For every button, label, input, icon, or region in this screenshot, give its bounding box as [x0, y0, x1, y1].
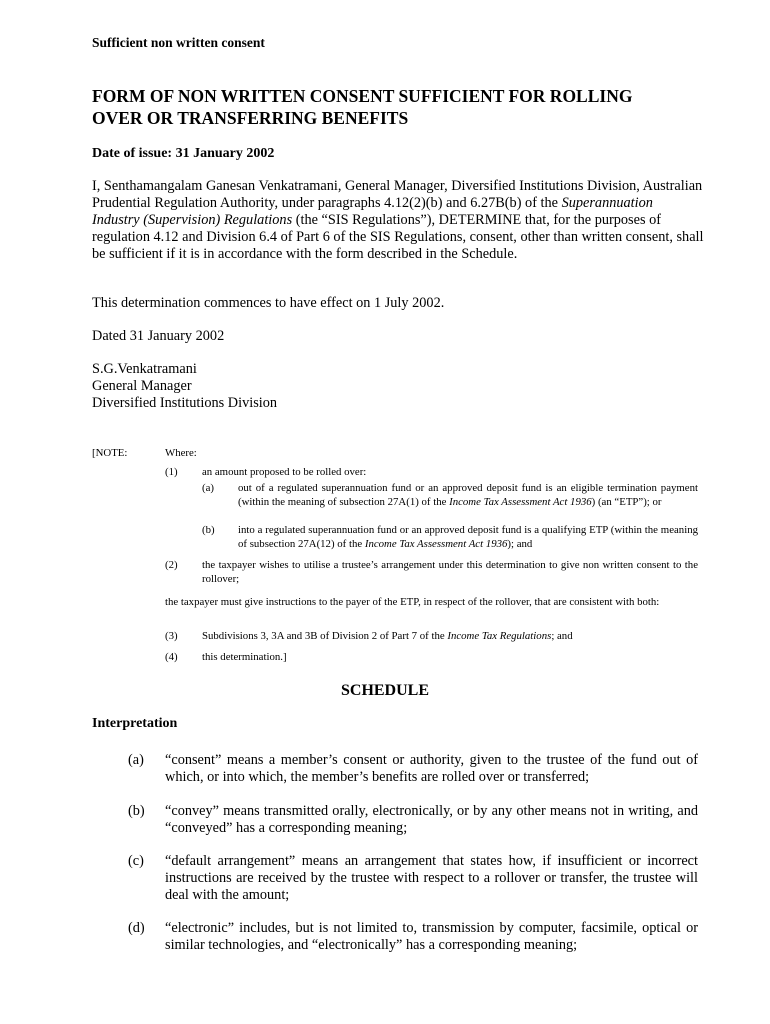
definition-consent: “consent” means a member’s consent or authority, given to the trustee of the fund out of which, or into which, the member’s benefits are rolled over or transferred;	[165, 752, 698, 785]
note-item-4-text: this determination.]	[202, 651, 287, 663]
title-line-1: FORM OF NON WRITTEN CONSENT SUFFICIENT FOR ROLLING	[92, 86, 633, 106]
note-item-1a-text	[238, 481, 698, 509]
signatory-name: S.G.Venkatramani	[92, 361, 197, 377]
note-item-1b-text	[238, 523, 698, 551]
note-item-3-text-part1: Subdivisions 3, 3A and 3B of Division 2 of Part 7 of the	[202, 630, 448, 642]
dated-statement: Dated 31 January 2002	[92, 328, 225, 344]
signatory-block	[92, 361, 277, 412]
definition-convey: “convey” means transmitted orally, electronically, or by any other means not in writing, and “conveyed” has a corresponding meaning;	[165, 803, 698, 836]
note-where: Where:	[165, 447, 197, 459]
note-label: [NOTE:	[92, 447, 128, 459]
note-taxpayer-instructions: the taxpayer must give instructions to the payer of the ETP, in respect of the rollover, that are consistent with both:	[165, 596, 660, 608]
note-item-1b-text-part2: ); and	[507, 538, 533, 550]
note-item-1a-text-part2: ) (an “ETP”); or	[591, 496, 662, 508]
determination-text-2: (the “SIS Regulations”), DETERMINE that, for the purposes of regulation 4.12 and Division 6.4 of Part 6 of the SIS Regulations, consent, other than written consent, shall be sufficient if it is in accordance with the form described in the Schedule.	[92, 212, 704, 262]
title-line-2: OVER OR TRANSFERRING BENEFITS	[92, 108, 409, 128]
note-item-2-number: (2)	[165, 559, 178, 571]
date-of-issue: Date of issue: 31 January 2002	[92, 146, 275, 161]
note-item-2-text: the taxpayer wishes to utilise a trustee’s arrangement under this determination to give non written consent to the rollover;	[202, 559, 698, 585]
note-item-4-number: (4)	[165, 651, 178, 663]
signatory-division: Diversified Institutions Division	[92, 395, 278, 411]
note-item-1a-act-title: Income Tax Assessment Act 1936	[449, 496, 592, 508]
determination-text-1: I, Senthamangalam Ganesan Venkatramani, General Manager, Diversified Institutions Division, Australian Prudential Regulation Authority, under paragraphs 4.12(2)(b) and 6.27B(b) of the	[92, 178, 703, 211]
definition-label: (b)	[128, 803, 145, 819]
note-item-1b-label: (b)	[202, 524, 215, 536]
definition-label: (d)	[128, 920, 145, 936]
regulations-title: Superannuation Industry (Supervision) Regulations	[92, 195, 653, 228]
definition-label: (c)	[128, 853, 144, 869]
note-item-3-text-part2: ; and	[551, 630, 573, 642]
interpretation-heading: Interpretation	[92, 716, 178, 731]
definition-default-arrangement: “default arrangement” means an arrangement that states how, if insufficient or incorrect instructions are received by the trustee with respect to a rollover or transfer, the trustee will deal with the amount;	[165, 853, 698, 903]
note-item-1-text: an amount proposed to be rolled over:	[202, 466, 367, 478]
commencement-statement: This determination commences to have effect on 1 July 2002.	[92, 295, 445, 311]
running-header: Sufficient non written consent	[92, 35, 265, 50]
schedule-heading: SCHEDULE	[340, 682, 430, 699]
definition-electronic: “electronic” includes, but is not limited to, transmission by computer, facsimile, optical or similar technologies, and “electronically” has a corresponding meaning;	[165, 920, 698, 953]
note-item-3-text	[202, 629, 573, 643]
note-item-1b-text-part1: into a regulated superannuation fund or an approved deposit fund is a qualifying ETP (within the meaning of subsection 27A(12) of the	[238, 524, 698, 550]
note-item-3-regulations-title: Income Tax Regulations	[447, 630, 552, 642]
note-item-1a-label: (a)	[202, 482, 214, 494]
definition-label: (a)	[128, 752, 144, 768]
document-title	[92, 85, 732, 129]
signatory-position: General Manager	[92, 378, 192, 394]
note-item-3-number: (3)	[165, 630, 178, 642]
note-item-1b-act-title: Income Tax Assessment Act 1936	[364, 538, 508, 550]
determination-paragraph	[92, 178, 704, 263]
note-item-1-number: (1)	[165, 466, 178, 478]
note-item-1a-text-part1: out of a regulated superannuation fund or an approved deposit fund is an eligible termination payment (within the meaning of subsection 27A(1) of the	[238, 482, 698, 508]
